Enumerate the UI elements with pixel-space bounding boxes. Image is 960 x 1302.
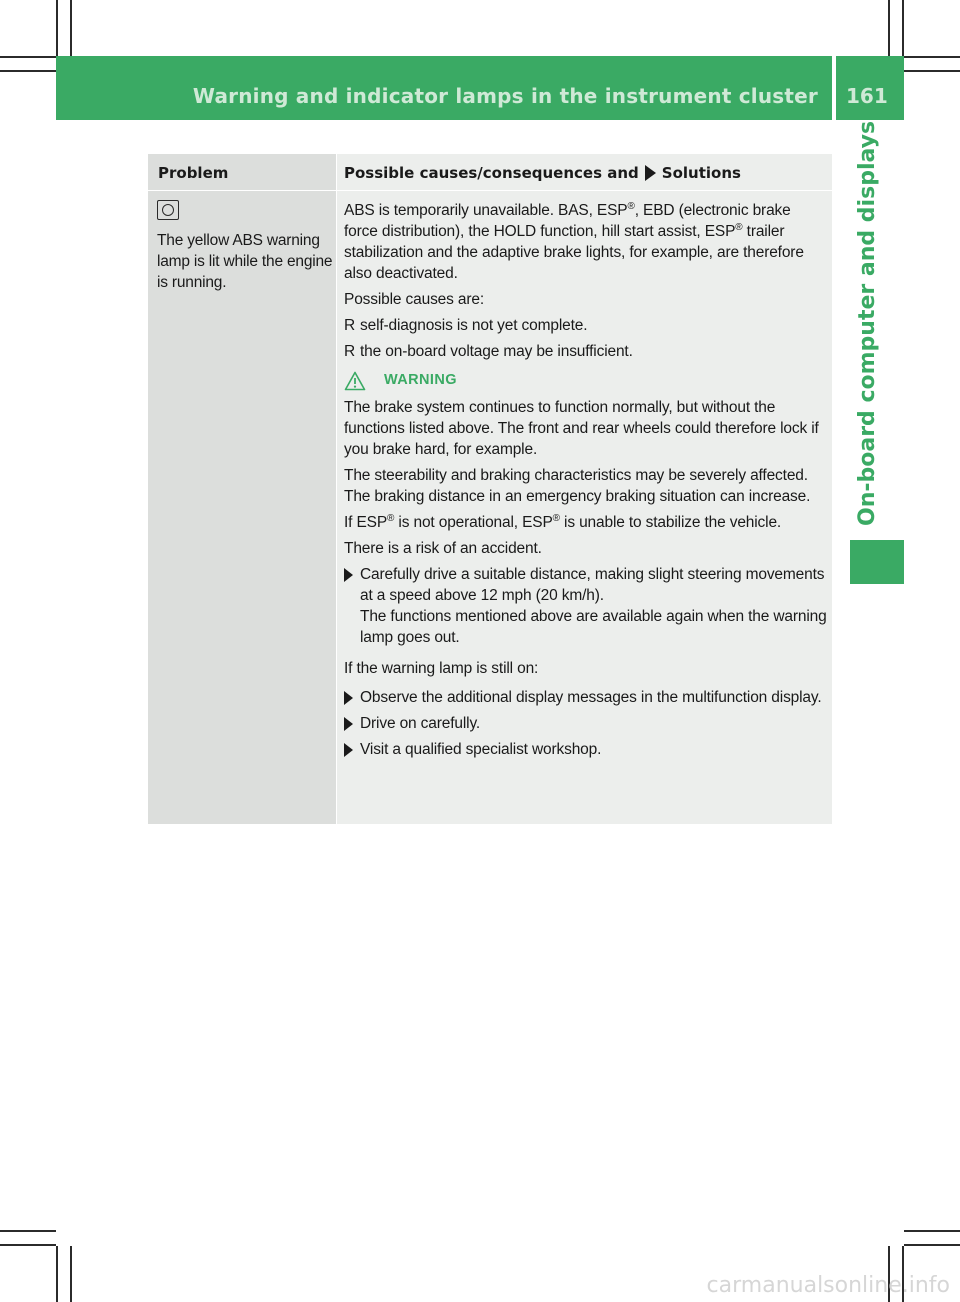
crop-mark (0, 70, 56, 72)
list-item: R the on-board voltage may be insufficient. (344, 343, 633, 360)
page-number-box (836, 56, 904, 120)
action-arrow-icon (344, 568, 353, 582)
action-step: Drive on carefully. (344, 713, 828, 734)
step-note: The functions mentioned above are available again when the warning lamp goes out. (360, 608, 827, 646)
warning-label: WARNING (384, 372, 457, 388)
problem-description: The yellow ABS warning lamp is lit while the engine is running. (157, 232, 333, 291)
bullet-marker: R (344, 343, 356, 360)
warning-text: The brake system continues to function normally, but without the functions listed above. The front and rear wheels could therefore lock if you brake hard, for example. (344, 399, 819, 458)
crop-mark (70, 1246, 72, 1302)
problem-cell (157, 200, 333, 293)
problem-solution-table (148, 154, 832, 824)
causes-lead: Possible causes are: (344, 291, 485, 308)
section-label: On-board computer and displays (855, 120, 880, 526)
action-step: Carefully drive a suitable distance, making slight steering movements at a speed above 12 mph (20 km/h). The functions mentioned above are available again when the warning lamp goes out. (344, 564, 828, 648)
crop-mark (70, 0, 72, 56)
action-arrow-icon (344, 743, 353, 757)
action-arrow-icon (344, 717, 353, 731)
action-arrow-icon (645, 165, 656, 181)
crop-mark (0, 1230, 56, 1232)
crop-mark (904, 1230, 960, 1232)
page-title: Warning and indicator lamps in the instrument cluster (192, 84, 818, 108)
crop-mark (888, 0, 890, 56)
warning-text: The steerability and braking characteristics may be severely affected. The braking distance in an emergency braking situation can increase. (344, 467, 811, 505)
bullet-marker: R (344, 317, 356, 334)
warning-text: There is a risk of an accident. (344, 540, 542, 557)
row-divider (148, 190, 336, 191)
action-step: Observe the additional display messages in the multifunction display. (344, 687, 828, 708)
section-marker-block (850, 540, 904, 584)
crop-mark (0, 1244, 56, 1246)
condition-lead: If the warning lamp is still on: (344, 660, 539, 677)
column-header-causes (344, 164, 741, 182)
warning-triangle-icon (344, 371, 366, 391)
abs-warning-lamp-icon (157, 200, 179, 220)
row-divider (337, 190, 832, 191)
crop-mark (904, 56, 960, 58)
page-number: 161 (846, 84, 888, 108)
crop-mark (56, 0, 58, 56)
crop-mark (904, 70, 960, 72)
crop-mark (56, 1246, 58, 1302)
warning-text: If ESP® is not operational, ESP® is unable to stabilize the vehicle. (344, 513, 782, 531)
crop-mark (902, 0, 904, 56)
section-side-tab (850, 120, 886, 526)
action-arrow-icon (344, 691, 353, 705)
solution-intro: ABS is temporarily unavailable. BAS, ESP®, EBD (electronic brake force distribution), the HOLD function, hill start assist, ESP® trailer stabilization and the adaptive brake lights, for example, are therefore also deactivated. (344, 201, 804, 282)
watermark: carmanualsonline.info (706, 1273, 950, 1298)
warning-heading (344, 370, 828, 391)
page-header (56, 56, 832, 120)
column-header-solutions-text: Solutions (661, 164, 741, 182)
list-item: R self-diagnosis is not yet complete. (344, 317, 588, 334)
action-step: Visit a qualified specialist workshop. (344, 739, 828, 760)
column-header-causes-text: Possible causes/consequences and (344, 164, 639, 182)
solution-cell (344, 200, 828, 765)
column-header-problem: Problem (158, 164, 229, 182)
crop-mark (0, 56, 56, 58)
crop-mark (904, 1244, 960, 1246)
